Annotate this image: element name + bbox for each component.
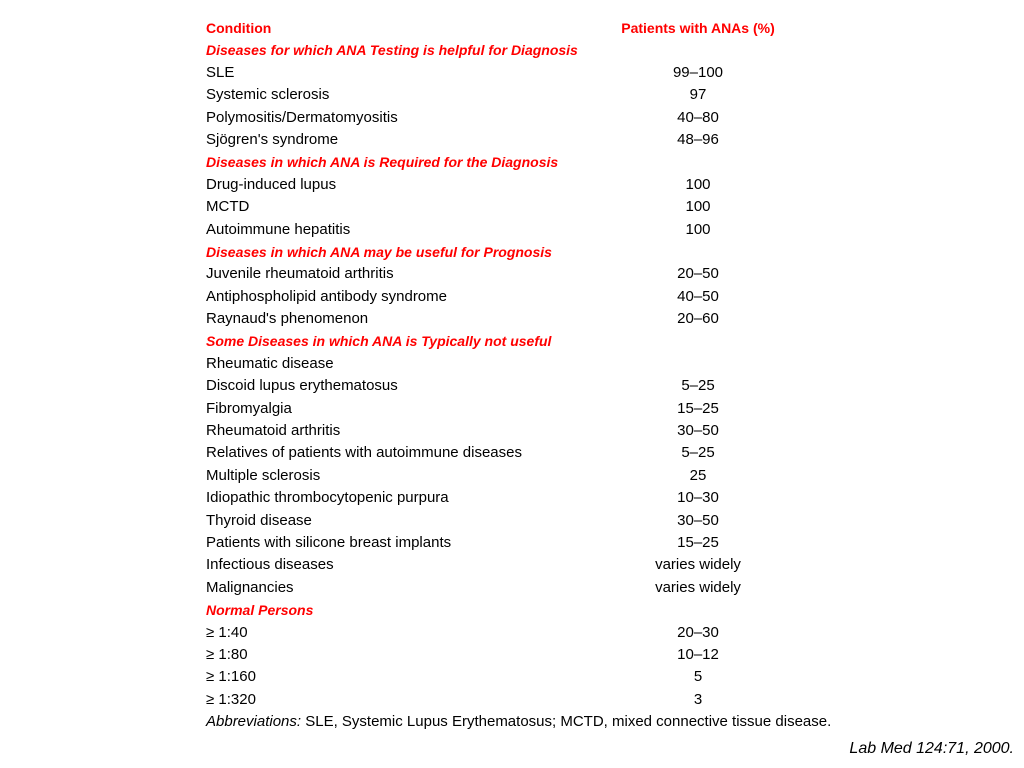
table-row xyxy=(206,84,846,106)
condition-cell: Malignancies xyxy=(206,578,294,596)
table-body xyxy=(206,39,846,711)
condition-cell: ≥ 1:40 xyxy=(206,623,248,641)
table-row xyxy=(206,532,846,554)
percent-cell: 25 xyxy=(689,466,707,484)
citation: Lab Med 124:71, 2000. xyxy=(849,740,1014,757)
condition-cell: Raynaud's phenomenon xyxy=(206,310,369,328)
table-row xyxy=(206,219,846,241)
table-row xyxy=(206,577,846,599)
section-heading xyxy=(206,241,846,263)
table-row xyxy=(206,510,846,532)
section-heading xyxy=(206,599,846,621)
table-row xyxy=(206,353,846,375)
section-title: Some Diseases in which ANA is Typically not useful xyxy=(206,333,552,350)
table-row xyxy=(206,174,846,196)
condition-cell: ≥ 1:320 xyxy=(206,690,256,708)
table-row xyxy=(206,644,846,666)
condition-cell: ≥ 1:160 xyxy=(206,668,256,686)
condition-cell: Discoid lupus erythematosus xyxy=(206,377,398,395)
abbreviations-text: SLE, Systemic Lupus Erythematosus; MCTD, mixed connective tissue disease. xyxy=(301,713,832,731)
condition-cell: Antiphospholipid antibody syndrome xyxy=(206,287,447,305)
percent-cell: 10–12 xyxy=(677,645,719,663)
percent-cell: 30–50 xyxy=(677,422,719,440)
percent-cell: 40–80 xyxy=(677,108,719,126)
table-row xyxy=(206,487,846,509)
condition-cell: Autoimmune hepatitis xyxy=(206,220,351,238)
percent-cell: 5–25 xyxy=(681,444,715,462)
header-patients-with-anas: Patients with ANAs (%) xyxy=(621,20,775,36)
section-title: Diseases for which ANA Testing is helpful for Diagnosis xyxy=(206,42,578,59)
condition-cell: Rheumatic disease xyxy=(206,354,334,372)
percent-cell: 48–96 xyxy=(677,130,719,148)
percent-cell: 20–50 xyxy=(677,265,719,283)
section-heading xyxy=(206,151,846,173)
percent-cell: 100 xyxy=(685,175,711,193)
percent-cell: 97 xyxy=(689,86,707,104)
condition-cell: Multiple sclerosis xyxy=(206,466,321,484)
percent-cell: 40–50 xyxy=(677,287,719,305)
header-condition: Condition xyxy=(206,20,272,36)
table-row xyxy=(206,398,846,420)
table-row xyxy=(206,420,846,442)
condition-cell: Polymositis/Dermatomyositis xyxy=(206,108,398,126)
abbreviations-line xyxy=(206,711,831,733)
condition-cell: MCTD xyxy=(206,198,250,216)
percent-cell: varies widely xyxy=(655,578,741,596)
table-row xyxy=(206,622,846,644)
condition-cell: Systemic sclerosis xyxy=(206,86,330,104)
section-title: Diseases in which ANA may be useful for Prognosis xyxy=(206,243,552,260)
condition-cell: Patients with silicone breast implants xyxy=(206,533,452,551)
ana-table xyxy=(206,17,846,734)
percent-cell: 30–50 xyxy=(677,511,719,529)
table-row xyxy=(206,286,846,308)
percent-cell: 15–25 xyxy=(677,533,719,551)
section-title: Diseases in which ANA is Required for the Diagnosis xyxy=(206,154,559,171)
abbreviations-note xyxy=(206,711,846,733)
condition-cell: Thyroid disease xyxy=(206,511,312,529)
condition-cell: Rheumatoid arthritis xyxy=(206,422,341,440)
condition-cell: Sjögren's syndrome xyxy=(206,130,339,148)
section-heading xyxy=(206,39,846,61)
percent-cell: 10–30 xyxy=(677,489,719,507)
table-header-row xyxy=(206,17,846,39)
table-row xyxy=(206,666,846,688)
table-row xyxy=(206,308,846,330)
table-row xyxy=(206,129,846,151)
table-row xyxy=(206,465,846,487)
percent-cell: 15–25 xyxy=(677,399,719,417)
condition-cell: SLE xyxy=(206,63,235,81)
percent-cell: 5 xyxy=(693,668,703,686)
percent-cell: 20–30 xyxy=(677,623,719,641)
table-row xyxy=(206,554,846,576)
percent-cell: 20–60 xyxy=(677,310,719,328)
percent-cell: 3 xyxy=(693,690,703,708)
table-row xyxy=(206,375,846,397)
condition-cell: Drug-induced lupus xyxy=(206,175,337,193)
percent-cell: 99–100 xyxy=(672,63,724,81)
percent-cell: 100 xyxy=(685,198,711,216)
condition-cell: Infectious diseases xyxy=(206,556,334,574)
section-heading xyxy=(206,330,846,352)
condition-cell: Relatives of patients with autoimmune diseases xyxy=(206,444,522,462)
condition-cell: Juvenile rheumatoid arthritis xyxy=(206,265,394,283)
abbreviations-label: Abbreviations: xyxy=(206,713,302,731)
section-title: Normal Persons xyxy=(206,602,314,619)
condition-cell: Fibromyalgia xyxy=(206,399,292,417)
condition-cell: Idiopathic thrombocytopenic purpura xyxy=(206,489,449,507)
table-row xyxy=(206,263,846,285)
percent-cell: 100 xyxy=(685,220,711,238)
table-row xyxy=(206,442,846,464)
table-row xyxy=(206,107,846,129)
condition-cell: ≥ 1:80 xyxy=(206,645,248,663)
table-row xyxy=(206,689,846,711)
table-row xyxy=(206,196,846,218)
table-row xyxy=(206,62,846,84)
percent-cell: 5–25 xyxy=(681,377,715,395)
percent-cell: varies widely xyxy=(655,556,741,574)
